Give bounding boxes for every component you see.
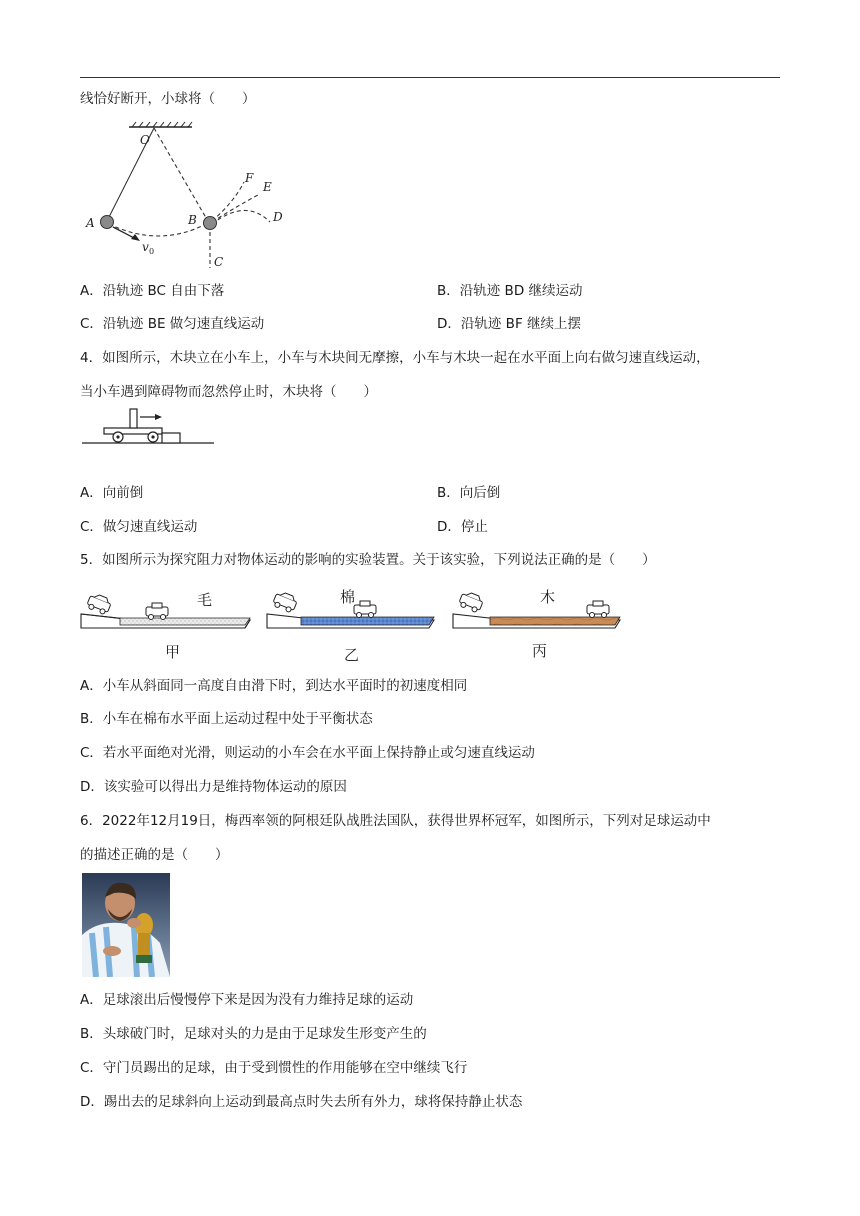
label-b: B	[188, 213, 197, 227]
surface-fur	[120, 618, 250, 625]
pendulum-figure	[84, 120, 304, 270]
q4-option-b[interactable]: B．向后倒	[437, 485, 501, 501]
setup-wood	[453, 588, 620, 660]
label-v: v	[142, 240, 149, 254]
q6-option-b[interactable]: B．头球破门时，足球对头的力是由于足球发生形变产生的	[80, 1026, 427, 1042]
cart-block-figure	[82, 406, 218, 446]
messi-trophy-photo	[82, 873, 170, 977]
q5-option-d[interactable]: D．该实验可以得出力是维持物体运动的原因	[80, 779, 347, 795]
label-c: C	[214, 255, 224, 269]
cart-on-ramp-wood	[458, 590, 485, 614]
velocity-arrowhead	[131, 234, 140, 241]
path-bd	[212, 210, 270, 224]
setup-cotton	[267, 588, 434, 662]
cart-on-surface-fur	[146, 603, 168, 620]
friction-experiment-figure	[80, 580, 625, 662]
material-wood: 木	[540, 588, 556, 606]
label-e: E	[263, 180, 272, 194]
cart-on-surface-cotton	[354, 601, 376, 618]
surface-cotton	[301, 617, 434, 625]
q4-option-d[interactable]: D．停止	[437, 519, 488, 535]
path-bf	[212, 182, 244, 221]
ball-b	[204, 217, 217, 230]
cart-on-surface-wood	[587, 601, 609, 618]
q5-stem: 5．如图所示为探究阻力对物体运动的影响的实验装置。关于该实验，下列说法正确的是（ ）	[80, 552, 656, 568]
q4-stem-line2: 当小车遇到障碍物而忽然停止时，木块将（ ）	[80, 384, 377, 400]
q6-option-d[interactable]: D．踢出去的足球斜向上运动到最高点时失去所有外力，球将保持静止状态	[80, 1094, 523, 1110]
q5-option-b[interactable]: B．小车在棉布水平面上运动过程中处于平衡状态	[80, 711, 373, 727]
surface-wood	[490, 617, 620, 625]
q3-option-a[interactable]: A．沿轨迹 BC 自由下落	[80, 283, 225, 299]
material-fur: 毛	[197, 591, 213, 609]
label-f: F	[245, 171, 254, 185]
q4-stem-line1: 4．如图所示，木块立在小车上，小车与木块间无摩擦，小车与木块一起在水平面上向右做匀速直线运动，	[80, 350, 710, 366]
header-rule	[80, 77, 780, 78]
string-ob	[154, 128, 209, 223]
q3-option-d[interactable]: D．沿轨迹 BF 继续上摆	[437, 316, 582, 332]
label-v-sub: 0	[149, 247, 155, 256]
q6-option-a[interactable]: A．足球滚出后慢慢停下来是因为没有力维持足球的运动	[80, 992, 414, 1008]
setup-fur	[81, 591, 250, 661]
q6-stem-line2: 的描述正确的是（ ）	[80, 847, 229, 863]
ball-a	[101, 216, 114, 229]
wood-block	[130, 409, 137, 428]
q6-stem-line1: 6．2022年12月19日，梅西率领的阿根廷队战胜法国队，获得世界杯冠军，如图所示，下列对足球运动中	[80, 813, 711, 829]
q6-option-c[interactable]: C．守门员踢出的足球，由于受到惯性的作用能够在空中继续飞行	[80, 1060, 468, 1076]
q3-stem: 线恰好断开，小球将（ ）	[80, 91, 256, 107]
q4-option-c[interactable]: C．做匀速直线运动	[80, 519, 198, 535]
obstacle	[162, 433, 180, 443]
label-yi: 乙	[344, 646, 360, 662]
path-be	[212, 195, 258, 222]
label-jia: 甲	[165, 643, 181, 661]
ceiling-hatch	[129, 122, 192, 127]
label-a: A	[86, 216, 95, 230]
cart-on-ramp-fur	[86, 592, 113, 616]
q5-option-a[interactable]: A．小车从斜面同一高度自由滑下时，到达水平面时的初速度相同	[80, 678, 468, 694]
q3-option-c[interactable]: C．沿轨迹 BE 做匀速直线运动	[80, 316, 265, 332]
q3-option-b[interactable]: B．沿轨迹 BD 继续运动	[437, 283, 583, 299]
label-d: D	[273, 210, 283, 224]
q4-option-a[interactable]: A．向前倒	[80, 485, 144, 501]
cart-on-ramp-cotton	[272, 590, 299, 614]
label-o: O	[140, 133, 150, 147]
label-bing: 丙	[532, 642, 548, 660]
material-cotton: 棉	[340, 588, 356, 606]
q5-option-c[interactable]: C．若水平面绝对光滑，则运动的小车会在水平面上保持静止或匀速直线运动	[80, 745, 535, 761]
